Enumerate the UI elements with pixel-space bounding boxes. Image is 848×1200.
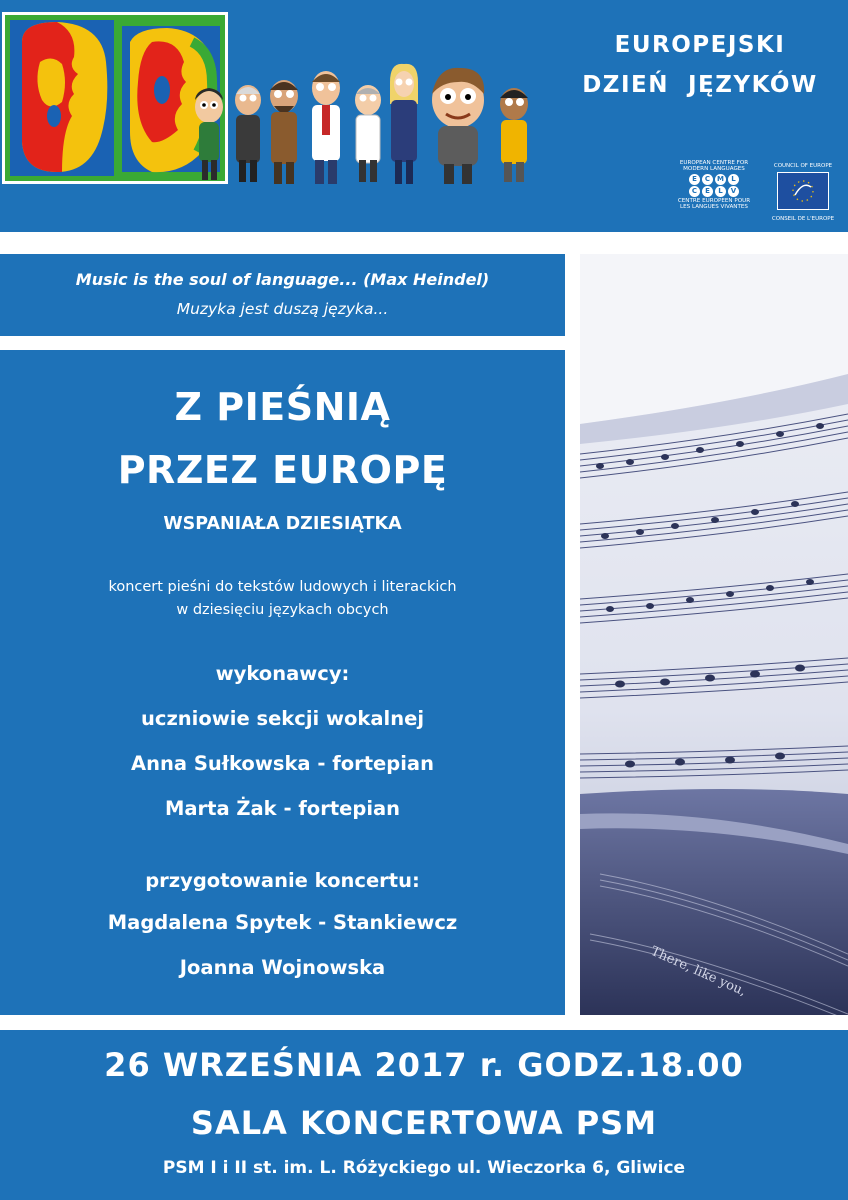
ecml-letter-row-1 xyxy=(673,174,755,185)
quote-polish: Muzyka jest duszą języka... xyxy=(176,300,389,318)
preparation-item: Magdalena Spytek - Stankiewcz xyxy=(107,911,458,934)
ecml-bottom-text: CENTRE EUROPEEN POUR LES LANGUES VIVANTES xyxy=(677,197,751,211)
preparation-item: Joanna Wojnowska xyxy=(179,956,386,979)
coe-bottom-text: CONSEIL DE L'EUROPE xyxy=(771,216,835,222)
concert-description-line-2: w dziesięciu językach obcych xyxy=(176,602,389,618)
quote-box xyxy=(0,254,565,336)
ecml-letter: E xyxy=(702,186,713,197)
ecml-letter: C xyxy=(689,186,700,197)
concert-title-line-1: Z PIEŚNIĄ xyxy=(174,385,391,429)
coe-top-text: COUNCIL OF EUROPE xyxy=(773,163,833,169)
sheet-music-photo xyxy=(580,254,848,1015)
performer-item: uczniowie sekcji wokalnej xyxy=(141,707,424,730)
concert-title-line-2: PRZEZ EUROPĘ xyxy=(117,448,448,492)
performers-heading: wykonawcy: xyxy=(215,662,350,685)
concert-description-line-1: koncert pieśni do tekstów ludowych i literackich xyxy=(108,579,457,595)
event-title-line-1: EUROPEJSKI xyxy=(614,32,786,58)
event-address: PSM I i II st. im. L. Różyckiego ul. Wieczorka 6, Gliwice xyxy=(162,1158,686,1178)
cartoon-people-illustration xyxy=(176,60,546,190)
ecml-letter: V xyxy=(728,186,739,197)
header-banner xyxy=(0,0,848,232)
photo-lyrics-text: There, like you, xyxy=(648,943,749,1000)
sheet-music-image xyxy=(580,254,848,1015)
ecml-top-text: EUROPEAN CENTRE FOR MODERN LANGUAGES xyxy=(679,160,749,173)
ecml-letter: L xyxy=(728,174,739,185)
event-date-time: 26 WRZEŚNIA 2017 r. GODZ.18.00 xyxy=(104,1046,744,1084)
ecml-letter: L xyxy=(715,186,726,197)
performer-item: Marta Żak - fortepian xyxy=(164,797,401,820)
ecml-letter: E xyxy=(689,174,700,185)
performer-item: Anna Sułkowska - fortepian xyxy=(131,752,434,775)
council-of-europe-logo xyxy=(764,162,842,223)
ecml-logo xyxy=(673,160,755,211)
quote-english: Music is the soul of language... (Max Heindel) xyxy=(75,270,490,289)
ecml-letter-row-2 xyxy=(673,186,755,197)
ecml-letter: C xyxy=(702,174,713,185)
ecml-letter: M xyxy=(715,174,726,185)
event-title-line-2: DZIEŃ JĘZYKÓW xyxy=(582,72,818,98)
concert-subtitle: WSPANIAŁA DZIESIĄTKA xyxy=(163,514,402,534)
eu-stars-icon xyxy=(777,172,829,210)
event-venue: SALA KONCERTOWA PSM xyxy=(190,1104,658,1142)
preparation-heading: przygotowanie koncertu: xyxy=(145,869,420,892)
